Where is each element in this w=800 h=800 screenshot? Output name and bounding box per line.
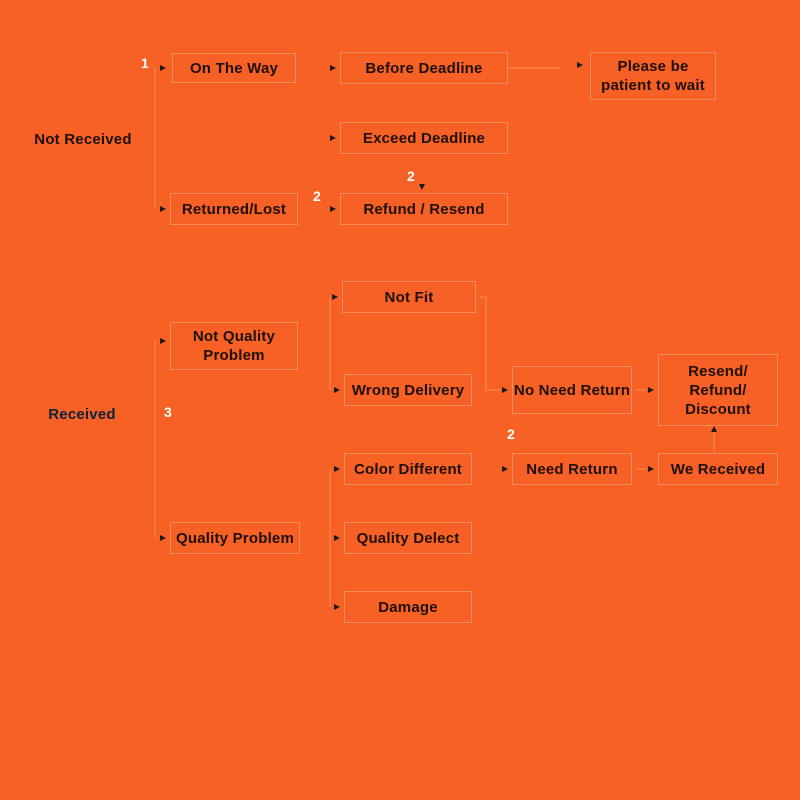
arrow-right-icon [160, 338, 166, 344]
step-badge-need-return: 2 [507, 426, 515, 442]
before-deadline-node: Before Deadline [340, 52, 508, 84]
not-quality-problem-node: Not Quality Problem [170, 322, 298, 370]
not-received-node: Not Received [14, 126, 152, 152]
arrow-right-icon [577, 62, 583, 68]
on-the-way-node: On The Way [172, 53, 296, 83]
quality-problem-node: Quality Problem [170, 522, 300, 554]
arrow-right-icon [160, 65, 166, 71]
step-badge-returned-lost: 2 [313, 188, 321, 204]
arrow-right-icon [330, 135, 336, 141]
received-node: Received [22, 401, 142, 427]
returned-lost-node: Returned/Lost [170, 193, 298, 225]
not-fit-node: Not Fit [342, 281, 476, 313]
arrow-right-icon [334, 604, 340, 610]
arrow-right-icon [330, 65, 336, 71]
arrow-right-icon [648, 387, 654, 393]
arrow-right-icon [334, 535, 340, 541]
wrong-delivery-node: Wrong Delivery [344, 374, 472, 406]
no-need-return-node: No Need Return [512, 366, 632, 414]
color-different-node: Color Different [344, 453, 472, 485]
arrow-right-icon [330, 206, 336, 212]
step-badge-refund-resend: 2 [407, 168, 415, 184]
step-badge-received: 3 [164, 404, 172, 420]
arrow-right-icon [648, 466, 654, 472]
arrow-right-icon [334, 466, 340, 472]
exceed-deadline-node: Exceed Deadline [340, 122, 508, 154]
refund-resend-node: Refund / Resend [340, 193, 508, 225]
quality-defect-node: Quality Delect [344, 522, 472, 554]
damage-node: Damage [344, 591, 472, 623]
arrow-right-icon [334, 387, 340, 393]
arrow-up-icon [711, 426, 717, 432]
resend-refund-discount-node: Resend/ Refund/ Discount [658, 354, 778, 426]
we-received-node: We Received [658, 453, 778, 485]
arrow-right-icon [332, 294, 338, 300]
arrow-right-icon [502, 466, 508, 472]
please-be-patient-node: Please be patient to wait [590, 52, 716, 100]
arrow-right-icon [160, 535, 166, 541]
arrow-right-icon [160, 206, 166, 212]
arrow-right-icon [502, 387, 508, 393]
arrow-down-icon [419, 184, 425, 190]
step-badge-on-the-way: 1 [141, 55, 149, 71]
need-return-node: Need Return [512, 453, 632, 485]
